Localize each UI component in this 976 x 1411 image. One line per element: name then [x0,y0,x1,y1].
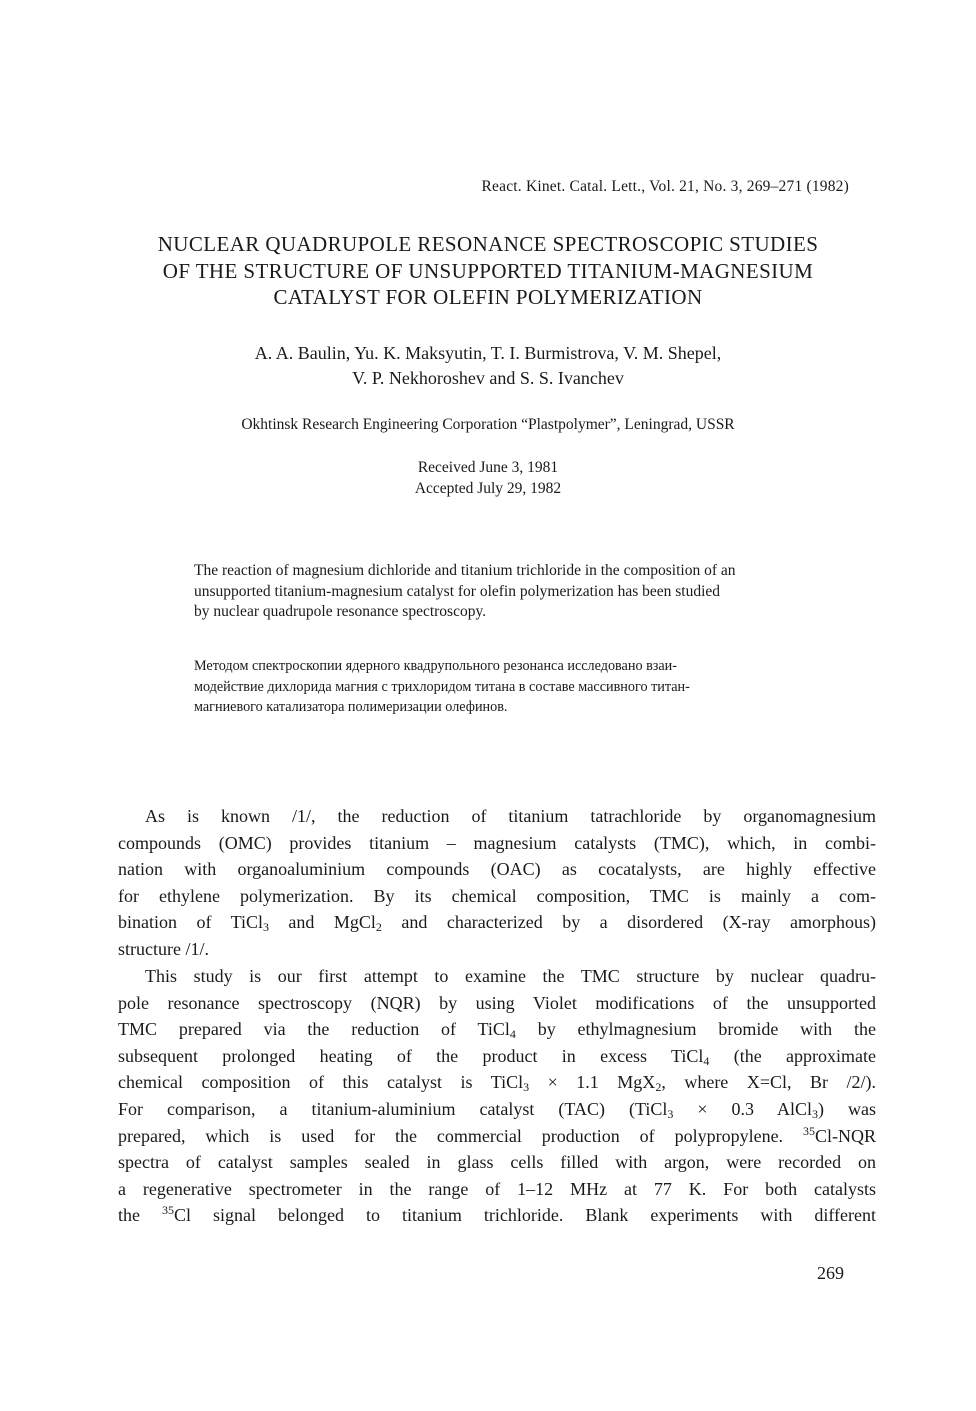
text-run: chemical composition of this catalyst is TiCl [118,1072,524,1093]
abstract-line: unsupported titanium-magnesium catalyst for olefin polymerization has been studied [194,582,721,600]
journal-reference: React. Kinet. Catal. Lett., Vol. 21, No. 3, 269–271 (1982) [481,178,849,195]
superscript: 35 [161,1203,174,1218]
subscript: 2 [375,920,382,935]
abstract-line: by nuclear quadrupole resonance spectroscopy. [194,603,487,620]
text-line [118,909,876,936]
abstract-line: The reaction of magnesium dichloride and titanium trichloride in the composition of an [194,562,736,579]
title-line: CATALYST FOR OLEFIN POLYMERIZATION [273,285,703,309]
text-line: spectra of catalyst samples sealed in glass cells filled with argon, were recorded on [118,1152,876,1173]
text-run: and characterized by a disordered (X-ray amorphous) [381,912,876,933]
authors-line: V. P. Nekhoroshev and S. S. Ivanchev [352,367,624,388]
text-line: This study is our first attempt to examine the TMC structure by nuclear quadru- [145,966,876,986]
subscript: 3 [262,920,269,935]
affiliation: Okhtinsk Research Engineering Corporation “Plastpolymer”, Leningrad, USSR [241,416,735,433]
article-title [90,231,886,311]
text-line [118,1016,876,1043]
text-run: bination of TiCl [118,912,263,933]
accepted-date: Accepted July 29, 1982 [414,479,562,497]
subscript: 4 [509,1027,516,1042]
superscript: 35 [802,1123,815,1138]
title-line: NUCLEAR QUADRUPOLE RESONANCE SPECTROSCOPIC STUDIES [157,232,819,256]
text-line [118,1123,876,1150]
abstract-line: магниевого катализатора полимеризации олефинов. [194,699,508,715]
author-list [90,341,886,390]
body-paragraph-2 [118,963,876,1229]
text-line: structure /1/. [118,938,209,959]
text-run: For comparison, a titanium-aluminium catalyst (TAC) (TiCl [118,1098,668,1119]
abstract-russian [194,656,854,718]
abstract-line: модействие дихлорида магния с трихлоридом титана в составе массивного титан- [194,678,690,695]
text-line [118,1202,876,1229]
text-run: by ethylmagnesium bromide with the [515,1019,876,1040]
body-paragraph-1 [118,803,876,963]
text-run: × 1.1 MgX [529,1072,656,1093]
text-run: , where X=Cl, Br /2/). [661,1072,877,1093]
text-run: ) was [818,1098,877,1119]
text-run: the [118,1205,162,1226]
text-run: × 0.3 AlCl [673,1098,813,1119]
text-line: for ethylene polymerization. By its chemical composition, TMC is mainly a com- [118,885,876,906]
subscript: 3 [523,1080,530,1095]
subscript: 4 [703,1053,710,1068]
abstract-line: Методом спектроскопии ядерного квадрупольного резонанса исследовано взаи- [194,658,677,674]
text-line: nation with organoaluminium compounds (OAC) as cocatalysts, are highly effective [118,859,876,880]
text-line [118,1069,876,1096]
title-line: OF THE STRUCTURE OF UNSUPPORTED TITANIUM-MAGNESIUM [162,258,814,283]
text-line: compounds (OMC) provides titanium – magnesium catalysts (TMC), which, in combi- [118,832,876,853]
subscript: 3 [667,1106,674,1121]
subscript: 2 [655,1080,662,1095]
text-line: As is known /1/, the reduction of titanium tatrachloride by organomagnesium [145,806,876,826]
subscript: 3 [812,1106,819,1121]
text-run: and MgCl [268,912,376,933]
abstract-english [194,561,854,623]
received-date: Received June 3, 1981 [417,459,559,476]
submission-dates [90,458,886,499]
page-number: 269 [817,1263,844,1283]
text-run: (the approximate [709,1045,876,1066]
text-run: prepared, which is used for the commercial production of polypropylene. [118,1125,803,1146]
authors-line: A. A. Baulin, Yu. K. Maksyutin, T. I. Burmistrova, V. M. Shepel, [254,343,722,363]
text-line [118,1043,876,1070]
text-run: Cl-NQR [814,1125,876,1146]
text-line [118,1096,876,1123]
text-run: subsequent prolonged heating of the product in excess TiCl [118,1045,704,1066]
text-line: pole resonance spectroscopy (NQR) by using Violet modifications of the unsupported [118,992,876,1013]
text-line: a regenerative spectrometer in the range of 1–12 MHz at 77 K. For both catalysts [118,1178,876,1199]
text-run: TMC prepared via the reduction of TiCl [118,1019,510,1040]
text-run: Cl signal belonged to titanium trichloride. Blank experiments with different [173,1205,876,1226]
